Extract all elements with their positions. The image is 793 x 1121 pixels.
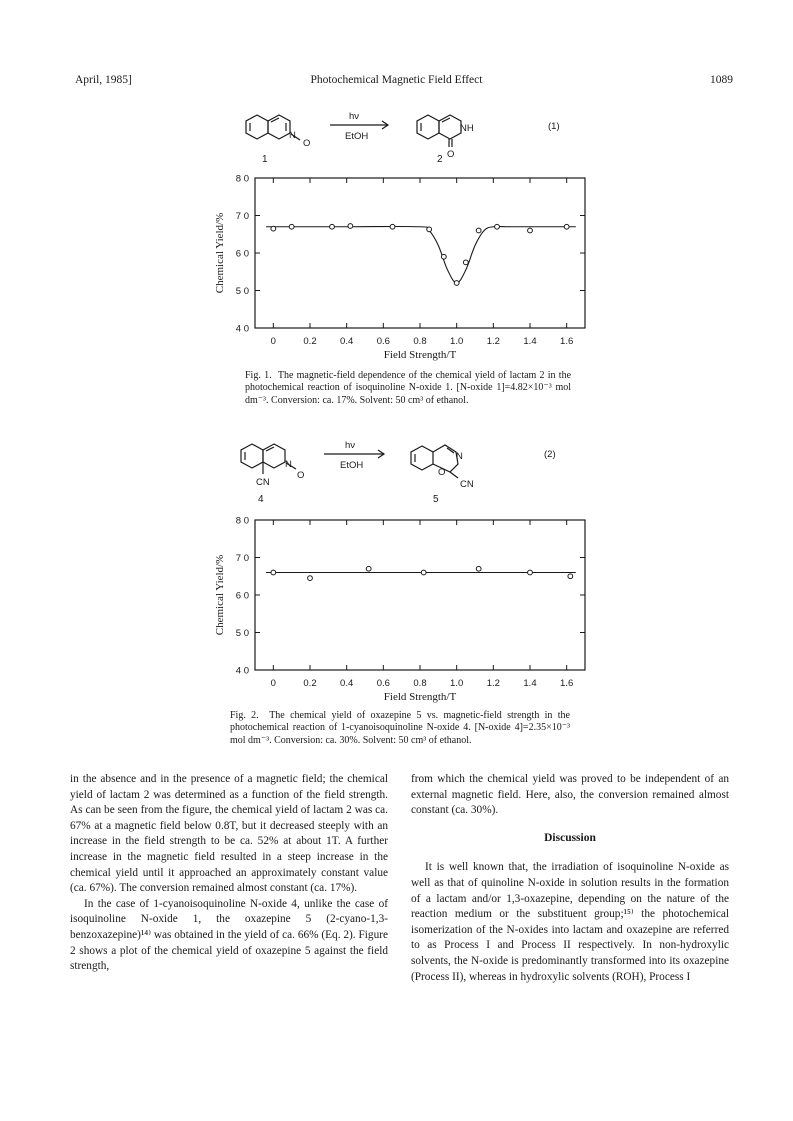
- x-tick-label: 1.6: [560, 678, 574, 689]
- nh-atom-label: NH: [460, 123, 474, 134]
- x-tick-label: 0.8: [413, 336, 427, 347]
- o-atom-label-5: O: [438, 467, 446, 478]
- x-tick-label: 0.4: [340, 336, 354, 347]
- data-point: [528, 570, 533, 575]
- cn-group-label-5: CN: [460, 479, 474, 490]
- x-tick-label: 1.0: [450, 336, 464, 347]
- x-tick-label: 0.8: [413, 678, 427, 689]
- body-paragraph: It is well known that, the irradiation of isoquinoline N-oxide as well as that of quinoline N-oxide in solution results in the formation of a lactam and/or 1,3-oxazepine, depending on the nature of the reaction medium or the substituent group;¹⁵⁾ the photochemical isomerization of the N-oxides into lactam and oxazepine are referred to as Process I and Process II respectively. In non-hydroxylic solvents, the N-oxide is predominantly transformed into its oxazepine (Process II), whereas in hydroxylic solvents (ROH), Process I: [411, 861, 729, 983]
- data-point: [476, 228, 481, 233]
- y-tick-label: 8 0: [235, 515, 249, 527]
- x-tick-label: 0: [270, 336, 276, 347]
- figure-2-caption: [230, 710, 570, 747]
- n-atom-label: N: [289, 130, 296, 141]
- compound-label-4: 4: [258, 494, 264, 505]
- n-atom-label-4: N: [285, 459, 292, 470]
- x-tick-label: 1.0: [450, 678, 464, 689]
- data-point: [271, 226, 276, 231]
- x-tick-label: 1.2: [486, 678, 500, 689]
- benzene-ring: [246, 115, 268, 139]
- o-atom-label-4: O: [297, 470, 305, 481]
- data-point: [454, 281, 459, 286]
- y-tick-label: 5 0: [235, 628, 249, 639]
- arrow-label-hv: hν: [349, 111, 360, 122]
- arrow-label-solvent: EtOH: [345, 131, 369, 142]
- figure-1-caption: [245, 370, 571, 407]
- figure-2-chart: [205, 510, 595, 705]
- cn-group-label-4: CN: [256, 477, 270, 488]
- plot-frame: [255, 520, 585, 670]
- x-tick-label: 0.6: [376, 678, 390, 689]
- figure-1-chart: [205, 168, 595, 363]
- x-tick-label: 0.6: [376, 336, 390, 347]
- y-tick-label: 7 0: [235, 553, 249, 564]
- figure-2-caption-text: The chemical yield of oxazepine 5 vs. magnetic-field strength in the photochemical reaction of 1-cyanoisoquinoline N-oxide 4. [N-oxide 4]=2.35×10⁻³ mol dm⁻³. Conversion: ca. 30%. Solvent: 50 cm³ of ethanol.: [230, 710, 570, 746]
- y-tick-label: 4 0: [235, 665, 249, 677]
- body-column-left: [70, 772, 388, 975]
- figure-1-caption-text: The magnetic-field dependence of the chemical yield of lactam 2 in the photochemical reaction of isoquinoline N-oxide 1. [N-oxide 1]=4.82×10⁻³ mol dm⁻³. Conversion: ca. 17%. Solvent: 50 cm³ of ethanol.: [245, 370, 572, 406]
- x-tick-label: 0.2: [303, 336, 317, 347]
- section-heading-discussion: Discussion: [544, 831, 596, 844]
- x-tick-label: 1.2: [486, 336, 500, 347]
- equation-number-2: (2): [544, 449, 556, 460]
- data-point: [348, 224, 353, 229]
- y-tick-label: 6 0: [235, 590, 249, 602]
- x-axis-label: Field Strength/T: [383, 349, 457, 361]
- o-atom-label: O: [303, 138, 311, 149]
- page-number: 1089: [710, 74, 733, 86]
- data-point: [289, 224, 294, 229]
- body-paragraph: in the absence and in the presence of a magnetic field; the chemical yield of lactam 2 was determined as a function of the field strength. As can be seen from the figure, the chemical yield of lactam 2 was ca. 67% at a magnetic field below 0.8T, but it decreased steeply with an increase in the field strength to be ca. 52% at about 1T. A further increase in the magnetic field resulted in a steep increase in the chemical yield until it approached an approximately constant value (ca. 67%). The conversion remained almost constant (ca. 17%).: [70, 773, 388, 895]
- x-tick-label: 1.4: [523, 336, 537, 347]
- x-tick-label: 0.4: [340, 678, 354, 689]
- data-point: [271, 570, 276, 575]
- data-point: [390, 224, 395, 229]
- reaction-scheme-1: [0, 100, 793, 170]
- x-tick-label: 0.2: [303, 678, 317, 689]
- y-tick-label: 4 0: [235, 323, 249, 335]
- figure-2-plot: [205, 510, 595, 705]
- data-point: [564, 224, 569, 229]
- arrow-label-hv-2: hν: [345, 440, 356, 451]
- compound-label-2: 2: [437, 154, 443, 165]
- body-paragraph: from which the chemical yield was proved to be independent of an external magnetic field. Here, also, the conversion remained almost constant (ca. 30%).: [411, 773, 729, 817]
- x-tick-label: 1.4: [523, 678, 537, 689]
- y-axis-label: Chemical Yield/%: [214, 554, 226, 636]
- y-tick-label: 6 0: [235, 248, 249, 260]
- running-header-left: April, 1985]: [75, 74, 132, 86]
- data-point: [568, 574, 573, 579]
- equation-number-1: (1): [548, 121, 560, 132]
- data-point: [308, 576, 313, 581]
- x-tick-label: 0: [270, 678, 276, 689]
- data-point: [441, 254, 446, 259]
- scheme-1-drawing: [0, 100, 793, 170]
- body-paragraph: In the case of 1-cyanoisoquinoline N-oxide 4, unlike the case of isoquinoline N-oxide 1, the oxazepine 5 (2-cyano-1,3-benzoxazepine)¹⁴⁾ was obtained in the yield of ca. 66% (Eq. 2). Figure 2 shows a plot of the chemical yield of oxazepine 5 against the field strength,: [70, 897, 388, 973]
- data-point: [421, 570, 426, 575]
- y-tick-label: 8 0: [235, 173, 249, 185]
- data-point: [463, 260, 468, 265]
- figure-1-label: Fig. 1.: [245, 370, 272, 381]
- body-column-right: [411, 772, 729, 985]
- data-point: [330, 224, 335, 229]
- data-point: [495, 224, 500, 229]
- compound-label-5: 5: [433, 494, 439, 505]
- y-tick-label: 5 0: [235, 286, 249, 297]
- figure-1-plot: [205, 168, 595, 363]
- carbonyl-o-label: O: [447, 149, 455, 160]
- running-header-title: Photochemical Magnetic Field Effect: [310, 74, 483, 86]
- x-axis-label: Field Strength/T: [383, 691, 457, 703]
- x-tick-label: 1.6: [560, 336, 574, 347]
- y-tick-label: 7 0: [235, 211, 249, 222]
- scheme-2-drawing: [0, 432, 793, 512]
- plot-frame: [255, 178, 585, 328]
- data-point: [528, 228, 533, 233]
- y-axis-label: Chemical Yield/%: [214, 212, 226, 294]
- fit-curve: [266, 226, 576, 283]
- arrow-label-solvent-2: EtOH: [340, 460, 364, 471]
- data-point: [427, 227, 432, 232]
- data-point: [476, 566, 481, 571]
- n-atom-label-5: N: [456, 451, 463, 462]
- figure-2-label: Fig. 2.: [230, 710, 259, 721]
- data-point: [366, 566, 371, 571]
- reaction-scheme-2: [0, 432, 793, 512]
- compound-label-1: 1: [262, 154, 268, 165]
